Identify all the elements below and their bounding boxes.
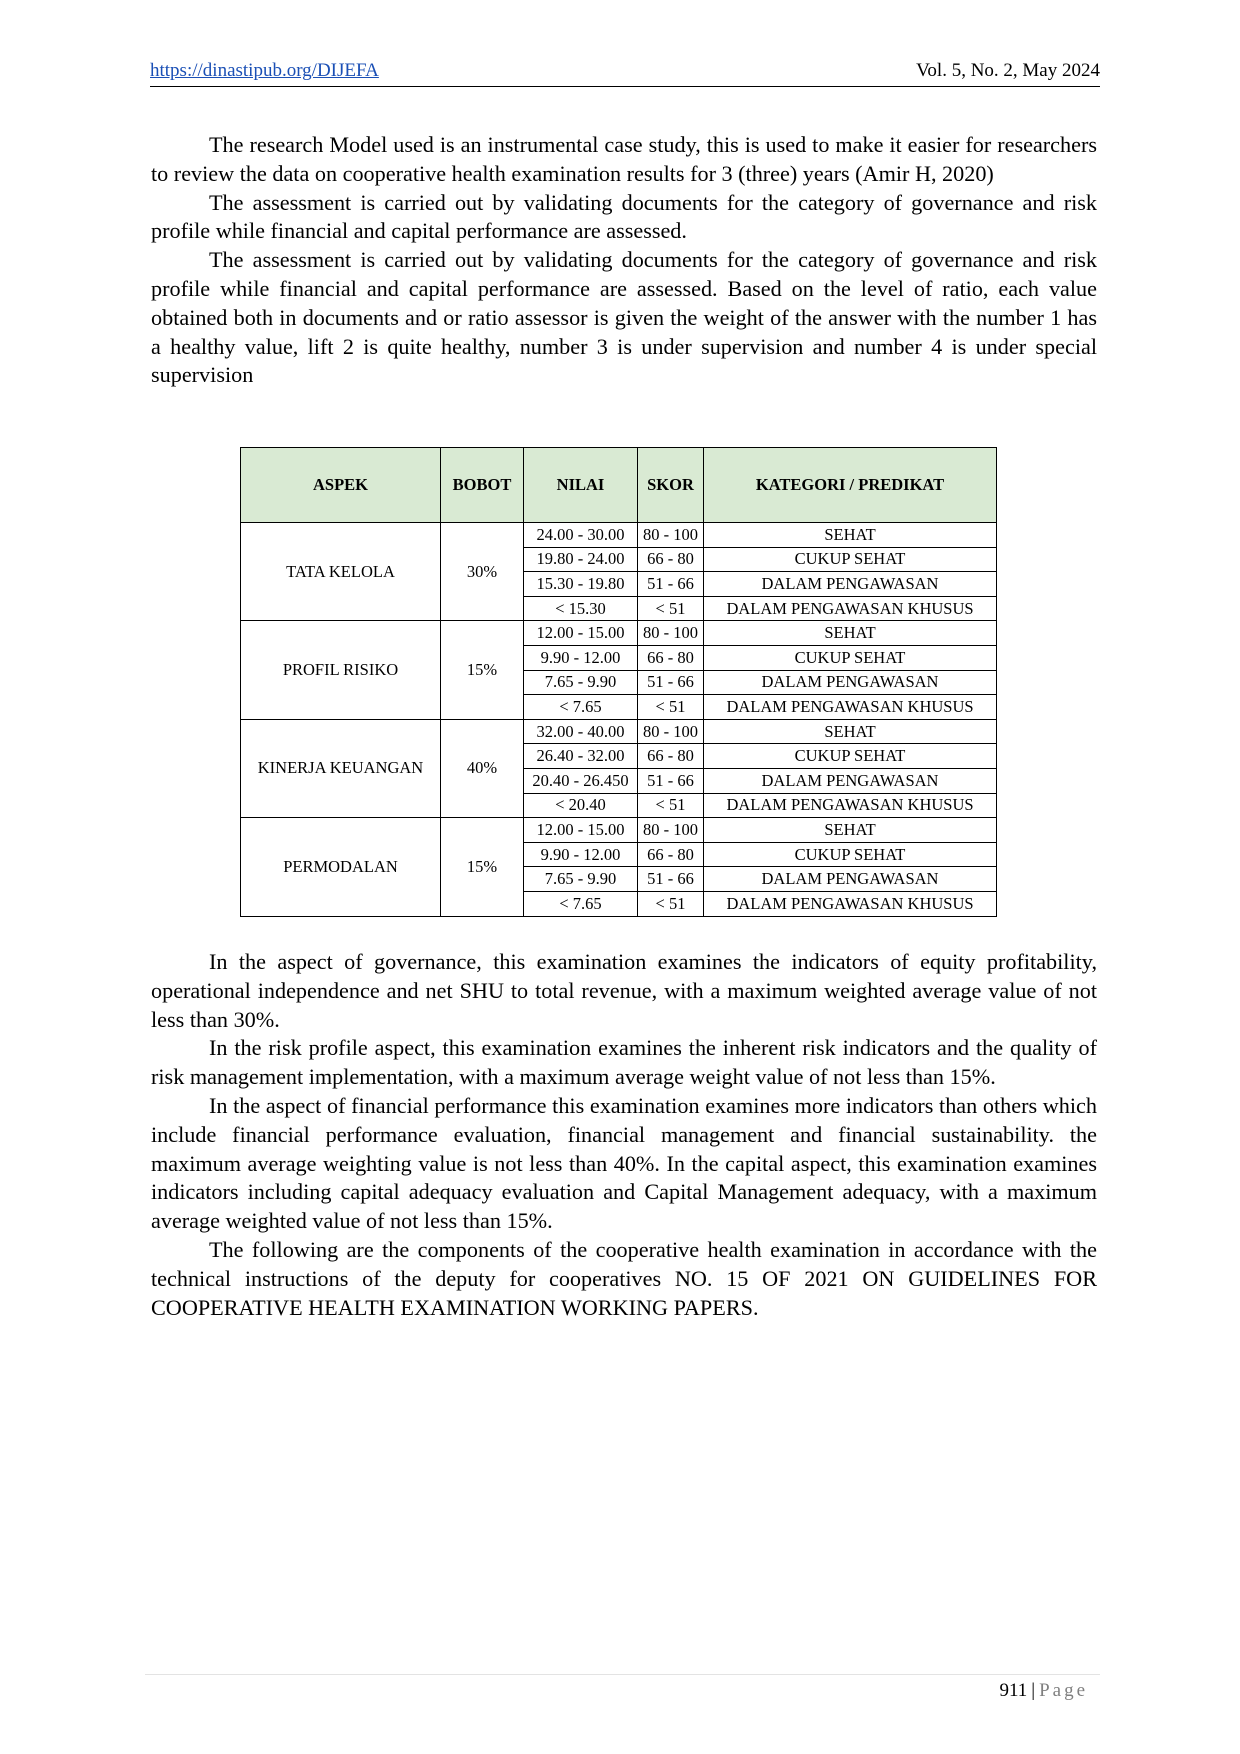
- table-row: [241, 621, 997, 646]
- cell-skor: < 51: [638, 695, 704, 720]
- cell-skor: 80 - 100: [638, 818, 704, 843]
- cell-kategori: CUKUP SEHAT: [704, 547, 997, 572]
- cell-skor: 80 - 100: [638, 621, 704, 646]
- cell-skor: 51 - 66: [638, 768, 704, 793]
- cell-skor: 66 - 80: [638, 744, 704, 769]
- intro-text: [151, 131, 1097, 390]
- paragraph: The assessment is carried out by validating documents for the category of governance and risk profile while financial and capital performance are assessed.: [151, 189, 1097, 244]
- cell-bobot: 15%: [441, 621, 524, 719]
- cell-kategori: SEHAT: [704, 719, 997, 744]
- cell-skor: < 51: [638, 891, 704, 916]
- header-aspek: ASPEK: [241, 448, 441, 523]
- cell-nilai: 7.65 - 9.90: [524, 867, 638, 892]
- paragraph: In the risk profile aspect, this examination examines the inherent risk indicators and the quality of risk management implementation, with a maximum average weight value of not less than 15%.: [151, 1035, 1097, 1090]
- page-number: 911: [999, 1680, 1028, 1701]
- cell-nilai: 12.00 - 15.00: [524, 818, 638, 843]
- cell-nilai: < 20.40: [524, 793, 638, 818]
- cell-kategori: DALAM PENGAWASAN KHUSUS: [704, 793, 997, 818]
- cell-kategori: DALAM PENGAWASAN KHUSUS: [704, 596, 997, 621]
- header-bobot: BOBOT: [441, 448, 524, 523]
- page-footer: [999, 1680, 1088, 1702]
- cell-skor: 80 - 100: [638, 719, 704, 744]
- cell-kategori: DALAM PENGAWASAN KHUSUS: [704, 695, 997, 720]
- cell-nilai: 32.00 - 40.00: [524, 719, 638, 744]
- cell-kategori: DALAM PENGAWASAN: [704, 572, 997, 597]
- table-row: [241, 523, 997, 548]
- cell-skor: 66 - 80: [638, 645, 704, 670]
- cell-bobot: 15%: [441, 818, 524, 916]
- paragraph: In the aspect of governance, this examination examines the indicators of equity profitability, operational independence and net SHU to total revenue, with a maximum weighted average value of not less than 30%.: [151, 949, 1097, 1032]
- health-rating-table: [240, 447, 997, 917]
- cell-aspek: PERMODALAN: [241, 818, 441, 916]
- cell-kategori: DALAM PENGAWASAN: [704, 768, 997, 793]
- paragraph: The research Model used is an instrumental case study, this is used to make it easier for researchers to review the data on cooperative health examination results for 3 (three) years (Amir H, 2020): [151, 132, 1097, 186]
- cell-kategori: DALAM PENGAWASAN: [704, 867, 997, 892]
- cell-nilai: 7.65 - 9.90: [524, 670, 638, 695]
- cell-bobot: 30%: [441, 523, 524, 621]
- cell-nilai: 19.80 - 24.00: [524, 547, 638, 572]
- cell-nilai: 12.00 - 15.00: [524, 621, 638, 646]
- cell-kategori: SEHAT: [704, 621, 997, 646]
- cell-kategori: DALAM PENGAWASAN: [704, 670, 997, 695]
- cell-aspek: KINERJA KEUANGAN: [241, 719, 441, 817]
- cell-nilai: < 7.65: [524, 891, 638, 916]
- footer-separator: |: [1031, 1680, 1036, 1701]
- cell-bobot: 40%: [441, 719, 524, 817]
- paragraph: The assessment is carried out by validating documents for the category of governance and risk profile while financial and capital performance are assessed. Based on the level of ratio, each value obtained both in documents and or ratio assessor is given the weight of the answer with the number 1 has a healthy value, lift 2 is quite healthy, number 3 is under supervision and number 4 is under special supervision: [151, 247, 1097, 388]
- paragraph: The following are the components of the cooperative health examination in accordance with the technical instructions of the deputy for cooperatives NO. 15 OF 2021 ON GUIDELINES FOR COOPERATIVE HEALTH EXAMINATION WORKING PAPERS.: [151, 1236, 1097, 1320]
- table-header-row: [241, 448, 997, 523]
- cell-kategori: SEHAT: [704, 523, 997, 548]
- paragraph: In the aspect of financial performance this examination examines more indicators than others which include financial performance evaluation, financial management and financial sustainability. the maximum average weighting value is not less than 40%. In the capital aspect, this examination examines indicators including capital adequacy evaluation and Capital Management adequacy, with a maximum average weighted value of not less than 15%.: [151, 1092, 1097, 1234]
- cell-skor: 51 - 66: [638, 572, 704, 597]
- cell-kategori: CUKUP SEHAT: [704, 842, 997, 867]
- cell-nilai: 15.30 - 19.80: [524, 572, 638, 597]
- header-skor: SKOR: [638, 448, 704, 523]
- cell-aspek: TATA KELOLA: [241, 523, 441, 621]
- body-text: [151, 948, 1097, 1322]
- cell-nilai: 24.00 - 30.00: [524, 523, 638, 548]
- cell-aspek: PROFIL RISIKO: [241, 621, 441, 719]
- cell-nilai: 26.40 - 32.00: [524, 744, 638, 769]
- cell-skor: 51 - 66: [638, 867, 704, 892]
- page-label: Page: [1039, 1680, 1088, 1701]
- cell-skor: 51 - 66: [638, 670, 704, 695]
- cell-skor: 80 - 100: [638, 523, 704, 548]
- table-row: [241, 719, 997, 744]
- cell-kategori: DALAM PENGAWASAN KHUSUS: [704, 891, 997, 916]
- cell-nilai: 20.40 - 26.450: [524, 768, 638, 793]
- cell-nilai: < 7.65: [524, 695, 638, 720]
- cell-nilai: 9.90 - 12.00: [524, 842, 638, 867]
- table-body: [241, 523, 997, 917]
- header-nilai: NILAI: [524, 448, 638, 523]
- volume-info: Vol. 5, No. 2, May 2024: [916, 60, 1100, 81]
- page-header: [150, 58, 1100, 87]
- cell-kategori: CUKUP SEHAT: [704, 744, 997, 769]
- cell-skor: 66 - 80: [638, 842, 704, 867]
- cell-skor: < 51: [638, 596, 704, 621]
- footer-divider: [145, 1674, 1100, 1675]
- cell-nilai: < 15.30: [524, 596, 638, 621]
- cell-nilai: 9.90 - 12.00: [524, 645, 638, 670]
- table-row: [241, 818, 997, 843]
- journal-url-link[interactable]: https://dinastipub.org/DIJEFA: [150, 60, 379, 81]
- cell-kategori: SEHAT: [704, 818, 997, 843]
- cell-skor: < 51: [638, 793, 704, 818]
- header-kategori: KATEGORI / PREDIKAT: [704, 448, 997, 523]
- cell-kategori: CUKUP SEHAT: [704, 645, 997, 670]
- cell-skor: 66 - 80: [638, 547, 704, 572]
